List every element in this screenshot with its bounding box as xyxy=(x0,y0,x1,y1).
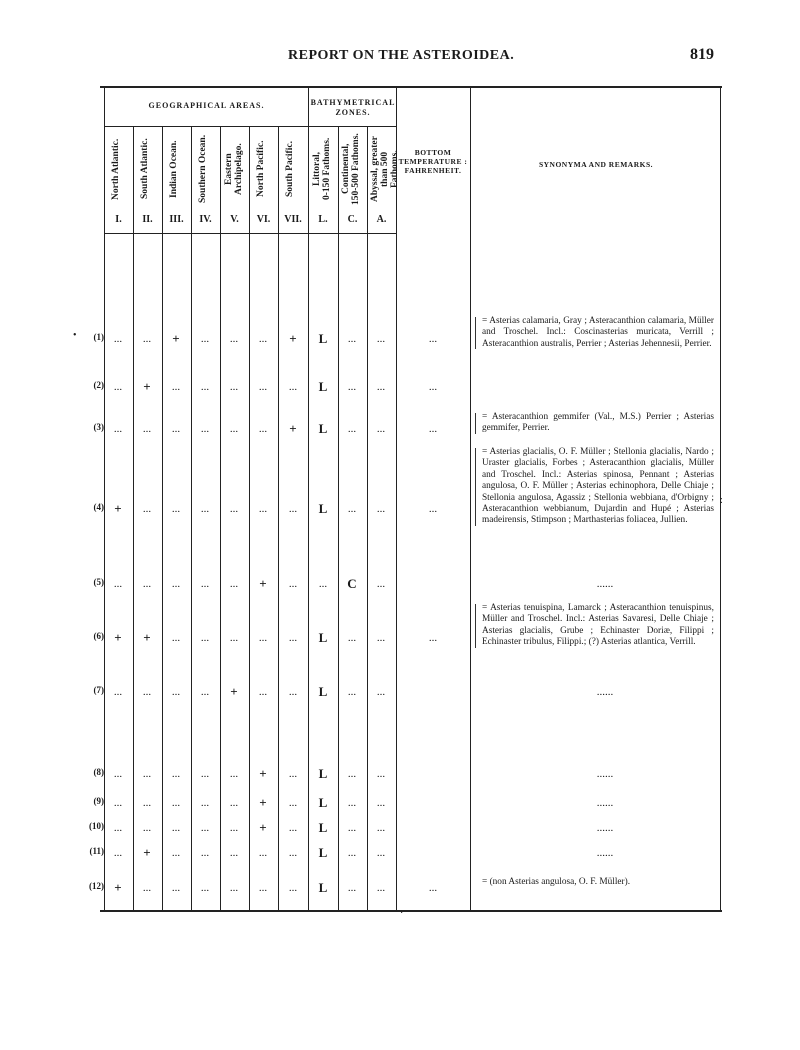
table-cell: ... xyxy=(376,423,386,435)
col-head-eastern-archipelago: Eastern Archipelago. xyxy=(224,143,244,195)
table-bottom-rule xyxy=(100,910,722,912)
col-rule xyxy=(278,126,279,912)
table-cell: + xyxy=(230,684,238,699)
page-number: 819 xyxy=(690,46,714,63)
table-cell: ... xyxy=(288,847,298,859)
table-cell: ...... xyxy=(596,847,614,859)
table-cell: ... xyxy=(229,768,239,780)
numeral-south-pacific: VII. xyxy=(284,214,302,225)
table-cell: + xyxy=(143,379,151,394)
table-cell: ... xyxy=(200,847,210,859)
col-head-north-pacific: North Pacific. xyxy=(256,140,266,198)
table-cell: ... xyxy=(171,822,181,834)
brace-icon xyxy=(475,448,476,526)
table-cell: ... xyxy=(428,381,438,393)
table-cell: ... xyxy=(347,333,357,345)
table-cell: ... xyxy=(142,686,152,698)
table-cell: ... xyxy=(142,882,152,894)
geo-bathy-divider xyxy=(308,86,309,912)
table-cell: ... xyxy=(288,632,298,644)
numeral-continental: C. xyxy=(347,214,358,225)
table-top-rule xyxy=(100,86,722,88)
table-cell: ... xyxy=(347,503,357,515)
table-cell: ... xyxy=(347,381,357,393)
col-rule xyxy=(162,126,163,912)
table-cell: ... xyxy=(200,768,210,780)
bathy-group-heading: BATHYMETRICAL ZONES. xyxy=(310,98,396,117)
table-cell: ... xyxy=(347,882,357,894)
table-cell: ... xyxy=(258,882,268,894)
table-cell: ... xyxy=(142,423,152,435)
table-cell: ... xyxy=(229,423,239,435)
table-cell: L xyxy=(318,331,328,346)
table-cell: L xyxy=(318,684,328,699)
running-title: REPORT ON THE ASTEROIDEA. xyxy=(288,48,515,63)
table-cell: ... xyxy=(428,333,438,345)
table-cell: ... xyxy=(288,503,298,515)
table-cell: ... xyxy=(258,686,268,698)
table-cell: + xyxy=(114,630,122,645)
table-cell: ... xyxy=(376,503,386,515)
table-cell: ... xyxy=(376,578,386,590)
table-cell: ... xyxy=(200,882,210,894)
table-cell: ... xyxy=(347,423,357,435)
row-label: (11) xyxy=(89,846,104,856)
table-cell: ... xyxy=(376,333,386,345)
table-cell: ... xyxy=(113,333,123,345)
table-cell: ... xyxy=(288,578,298,590)
table-cell: ... xyxy=(376,632,386,644)
col-head-north-atlantic: North Atlantic. xyxy=(111,138,121,200)
col-head-indian-ocean: Indian Ocean. xyxy=(169,140,179,198)
row-label: (2) xyxy=(93,380,104,390)
bathy-temp-divider xyxy=(396,86,397,912)
table-cell: L xyxy=(318,630,328,645)
table-cell: L xyxy=(318,501,328,516)
table-cell: ...... xyxy=(596,768,614,780)
table-cell: L xyxy=(318,379,328,394)
row-label: (12) xyxy=(89,881,104,891)
table-cell: ... xyxy=(229,381,239,393)
table-cell: ... xyxy=(376,686,386,698)
table-cell: ... xyxy=(288,822,298,834)
table-cell: ... xyxy=(376,882,386,894)
table-cell: + xyxy=(259,766,267,781)
table-cell: ... xyxy=(229,847,239,859)
table-left-rule xyxy=(104,86,105,912)
table-cell: L xyxy=(318,795,328,810)
bathy-group-rule xyxy=(308,126,396,127)
table-cell: ... xyxy=(171,503,181,515)
table-cell: ... xyxy=(376,768,386,780)
table-cell: ... xyxy=(113,381,123,393)
row-label: (7) xyxy=(93,685,104,695)
col-rule xyxy=(191,126,192,912)
table-cell: ... xyxy=(200,381,210,393)
table-cell: + xyxy=(114,880,122,895)
numeral-abyssal: A. xyxy=(376,214,387,225)
numeral-north-pacific: VI. xyxy=(256,214,271,225)
table-cell: ... xyxy=(200,686,210,698)
geo-group-heading: GEOGRAPHICAL AREAS. xyxy=(148,101,265,110)
table-cell: ... xyxy=(318,578,328,590)
table-cell: ... xyxy=(376,381,386,393)
table-cell: ... xyxy=(171,847,181,859)
table-cell: ... xyxy=(347,847,357,859)
table-cell: ... xyxy=(113,797,123,809)
table-cell: ... xyxy=(142,333,152,345)
synonyms-text: = Asterias tenuispina, Lamarck ; Asteracanthion tenuispinus, Müller and Troschel. Incl.: Asterias Savaresi, Delle Chiaje ; Asterias glacialis, Grube ; Echinaster Doriæ, Filippi ; Echinaster tribulus, Filippi.; (?) Asterias atlantica, Verrill. xyxy=(482,603,714,648)
table-cell: ... xyxy=(200,333,210,345)
row-label: (4) xyxy=(93,502,104,512)
table-cell: ... xyxy=(376,847,386,859)
col-rule xyxy=(338,126,339,912)
table-cell: ... xyxy=(200,822,210,834)
table-cell: ... xyxy=(258,503,268,515)
table-cell: + xyxy=(259,820,267,835)
row-label: (6) xyxy=(93,631,104,641)
numeral-littoral: L. xyxy=(318,214,328,225)
table-cell: + xyxy=(172,331,180,346)
table-cell: L xyxy=(318,845,328,860)
synonyms-heading: SYNONYMA AND REMARKS. xyxy=(538,160,654,169)
margin-mark: · xyxy=(400,908,404,919)
row-label: (5) xyxy=(93,577,104,587)
table-cell: ... xyxy=(288,882,298,894)
table-cell: L xyxy=(318,421,328,436)
table-cell: L xyxy=(318,820,328,835)
table-cell: + xyxy=(114,501,122,516)
bottom-temp-heading: BOTTOM TEMPERATURE : FAHRENHEIT. xyxy=(398,148,468,175)
table-cell: ... xyxy=(229,882,239,894)
table-cell: ... xyxy=(171,423,181,435)
row-label: (10) xyxy=(89,821,104,831)
table-cell: ...... xyxy=(596,578,614,590)
col-head-south-atlantic: South Atlantic. xyxy=(140,138,150,200)
brace-icon xyxy=(475,413,476,434)
synonyms-text: = Asterias calamaria, Gray ; Asteracanthion calamaria, Müller and Troschel. Incl.: Coscinasterias muricata, Verrill ; Asteracanthion australis, Perrier ; Asterias Jehennesii, Perrier. xyxy=(482,316,714,349)
table-cell: + xyxy=(289,331,297,346)
table-cell: ... xyxy=(376,797,386,809)
table-cell: ... xyxy=(142,822,152,834)
table-cell: ... xyxy=(200,632,210,644)
table-cell: ... xyxy=(171,632,181,644)
table-cell: ... xyxy=(171,768,181,780)
table-cell: ... xyxy=(229,797,239,809)
table-cell: ... xyxy=(288,797,298,809)
table-cell: ... xyxy=(258,423,268,435)
table-cell: ... xyxy=(428,423,438,435)
table-cell: ... xyxy=(288,768,298,780)
table-cell: ... xyxy=(229,578,239,590)
table-cell: ... xyxy=(229,503,239,515)
table-cell: ... xyxy=(347,632,357,644)
table-cell: ... xyxy=(428,632,438,644)
table-cell: ...... xyxy=(596,822,614,834)
numeral-rule xyxy=(105,233,396,234)
synonyms-text: = Asterias glacialis, O. F. Müller ; Stellonia glacialis, Nardo ; Uraster glacialis, Forbes ; Asteracanthion glacialis, Müller and Troschel. Incl.: Asterias spinosa, Pennant ; Asterias angulosa, O. F. Müller ; Asterias echinophora, Delle Chiaje ; Stellonia angulosa, Agassiz ; Stellonia webbiana, d'Orbigny ; Asteracanthion webbianum, Dujardin and Hupé ; Asterias madeirensis, Stimpson ; Marthasterias foliacea, Jullien. xyxy=(482,447,714,526)
table-cell: ... xyxy=(347,686,357,698)
table-cell: ... xyxy=(258,381,268,393)
table-cell: ... xyxy=(258,333,268,345)
table-cell: ... xyxy=(113,578,123,590)
table-cell: ... xyxy=(376,822,386,834)
table-cell: ... xyxy=(347,797,357,809)
table-cell: + xyxy=(143,630,151,645)
margin-mark: • xyxy=(73,330,77,341)
synonyms-text: = (non Asterias angulosa, O. F. Müller). xyxy=(482,877,631,887)
table-cell: ... xyxy=(200,578,210,590)
row-label: (8) xyxy=(93,767,104,777)
brace-icon xyxy=(475,604,476,648)
col-rule xyxy=(220,126,221,912)
table-cell: ... xyxy=(258,632,268,644)
table-cell: ... xyxy=(171,381,181,393)
synonyms-text: = Asteracanthion gemmifer (Val., M.S.) Perrier ; Asterias gemmifer, Perrier. xyxy=(482,412,714,434)
table-cell: ...... xyxy=(596,686,614,698)
col-head-south-pacific: South Pacific. xyxy=(285,141,295,197)
col-rule xyxy=(133,126,134,912)
col-head-southern-ocean: Southern Ocean. xyxy=(198,134,208,204)
table-cell: ... xyxy=(288,381,298,393)
table-cell: ... xyxy=(171,882,181,894)
col-rule xyxy=(249,126,250,912)
col-head-continental: Continental, 150-500 Fathoms. xyxy=(341,133,361,205)
table-cell: ... xyxy=(229,632,239,644)
row-label: (9) xyxy=(93,796,104,806)
table-cell: ...... xyxy=(596,797,614,809)
col-head-abyssal: Abyssal, greater than 500 Fathoms. xyxy=(370,136,400,202)
table-cell: + xyxy=(259,576,267,591)
table-cell: ... xyxy=(113,423,123,435)
table-cell: ... xyxy=(200,423,210,435)
table-cell: ... xyxy=(200,503,210,515)
table-cell: + xyxy=(289,421,297,436)
table-cell: ... xyxy=(347,768,357,780)
row-label: (3) xyxy=(93,422,104,432)
table-cell: C xyxy=(347,576,357,591)
margin-mark: : xyxy=(720,495,723,506)
temp-syn-divider xyxy=(470,86,471,912)
row-label: (1) xyxy=(93,332,104,342)
table-cell: ... xyxy=(229,822,239,834)
table-cell: ... xyxy=(258,847,268,859)
brace-icon xyxy=(475,317,476,349)
table-cell: + xyxy=(259,795,267,810)
table-cell: + xyxy=(143,845,151,860)
col-rule xyxy=(367,126,368,912)
table-cell: ... xyxy=(113,686,123,698)
table-cell: ... xyxy=(171,578,181,590)
table-cell: ... xyxy=(200,797,210,809)
table-cell: ... xyxy=(428,503,438,515)
table-cell: ... xyxy=(428,882,438,894)
table-cell: ... xyxy=(229,333,239,345)
table-cell: ... xyxy=(113,822,123,834)
table-cell: ... xyxy=(288,686,298,698)
table-cell: L xyxy=(318,766,328,781)
table-cell: ... xyxy=(347,822,357,834)
table-cell: L xyxy=(318,880,328,895)
numeral-eastern-archipelago: V. xyxy=(230,214,239,225)
numeral-south-atlantic: II. xyxy=(142,214,153,225)
table-cell: ... xyxy=(113,847,123,859)
table-cell: ... xyxy=(113,768,123,780)
table-cell: ... xyxy=(171,797,181,809)
col-head-littoral: Littoral, 0-150 Fathoms. xyxy=(312,137,332,201)
table-cell: ... xyxy=(171,686,181,698)
table-cell: ... xyxy=(142,578,152,590)
table-cell: ... xyxy=(142,797,152,809)
table-cell: ... xyxy=(142,503,152,515)
numeral-indian-ocean: III. xyxy=(169,214,184,225)
table-cell: ... xyxy=(142,768,152,780)
numeral-north-atlantic: I. xyxy=(115,214,122,225)
numeral-southern-ocean: IV. xyxy=(199,214,212,225)
